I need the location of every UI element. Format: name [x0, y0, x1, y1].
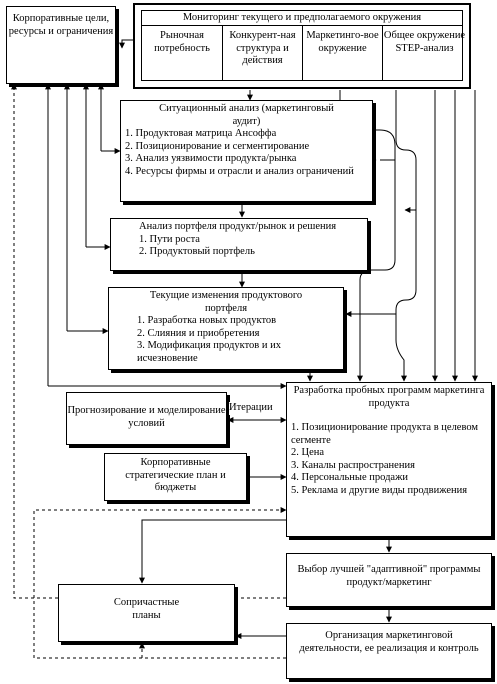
situation-analysis-box: [120, 100, 373, 202]
portfolio-item: 2. Продуктовый портфель: [139, 246, 255, 257]
trial-item: 3. Каналы распространения: [291, 459, 415, 471]
forecasting-box: [66, 392, 227, 445]
organization-text: Организация маркетинговой деятельности, ее реализация и контроль: [299, 630, 479, 654]
related-plans-text: Сопричастные планы: [113, 597, 180, 621]
trial-item: 4. Персональные продажи: [291, 472, 408, 483]
corporate-goals-box: [6, 6, 116, 84]
organization-box: [286, 623, 492, 679]
changes-title: Текущие изменения продуктового портфеля: [149, 290, 303, 314]
changes-item: 3. Модификация продуктов и их исчезновение: [137, 340, 281, 364]
situation-title: Ситуационный анализ (маркетинговый аудит): [159, 103, 334, 127]
trial-item: 2. Цена: [291, 447, 325, 458]
monitoring-box: [133, 3, 471, 89]
changes-item: 1. Разработка новых продуктов: [137, 315, 277, 326]
changes-item: 2. Слияния и приобретения: [137, 327, 260, 339]
portfolio-changes-box: [108, 287, 344, 370]
monitoring-title: Мониторинг текущего и предполагаемого окружения: [142, 11, 462, 26]
corporate-plans-text: Корпоративные стратегические план и бюджеты: [125, 457, 226, 493]
portfolio-item: 1. Пути роста: [139, 233, 200, 245]
arrow-monitor-to-goals: [122, 40, 133, 48]
monitoring-col-market-need: Рыночная потребность: [154, 30, 210, 54]
monitoring-col-competition: Конкурент-ная структура и действия: [222, 26, 302, 80]
best-program-box: [286, 553, 492, 607]
monitoring-col-marketing-env: Маркетинго-вое окружение: [302, 26, 382, 80]
corporate-goals-text: Корпоративные цели, ресурсы и ограничения: [8, 13, 114, 37]
corporate-plans-box: [104, 453, 247, 501]
portfolio-analysis-box: [110, 218, 368, 271]
situation-item: 3. Анализ уязвимости продукта/рынка: [125, 153, 297, 164]
forecasting-text: Прогнозирование и моделирование условий: [67, 405, 226, 429]
situation-item: 4. Ресурсы фирмы и отрасли и анализ ограничений: [125, 165, 354, 177]
situation-item: 1. Продуктовая матрица Ансоффа: [125, 128, 277, 139]
portfolio-title: Анализ портфеля продукт/рынок и решения: [139, 221, 337, 232]
trial-programs-box: [286, 382, 492, 537]
iterations-label: Итерации: [229, 402, 273, 413]
trial-title: Разработка пробных программ маркетинга продукта: [293, 385, 485, 409]
best-program-text: Выбор лучшей "адаптивной" программы продукт/маркетинг: [297, 564, 481, 588]
trial-item: 1. Позиционирование продукта в целевом сегменте: [291, 422, 479, 446]
monitoring-col-general-env: Общее окружение STEP-анализ: [382, 26, 466, 80]
related-plans-box: [58, 584, 235, 642]
trial-item: 5. Реклама и другие виды продвижения: [291, 484, 468, 496]
situation-item: 2. Позиционирование и сегментирование: [125, 140, 310, 152]
